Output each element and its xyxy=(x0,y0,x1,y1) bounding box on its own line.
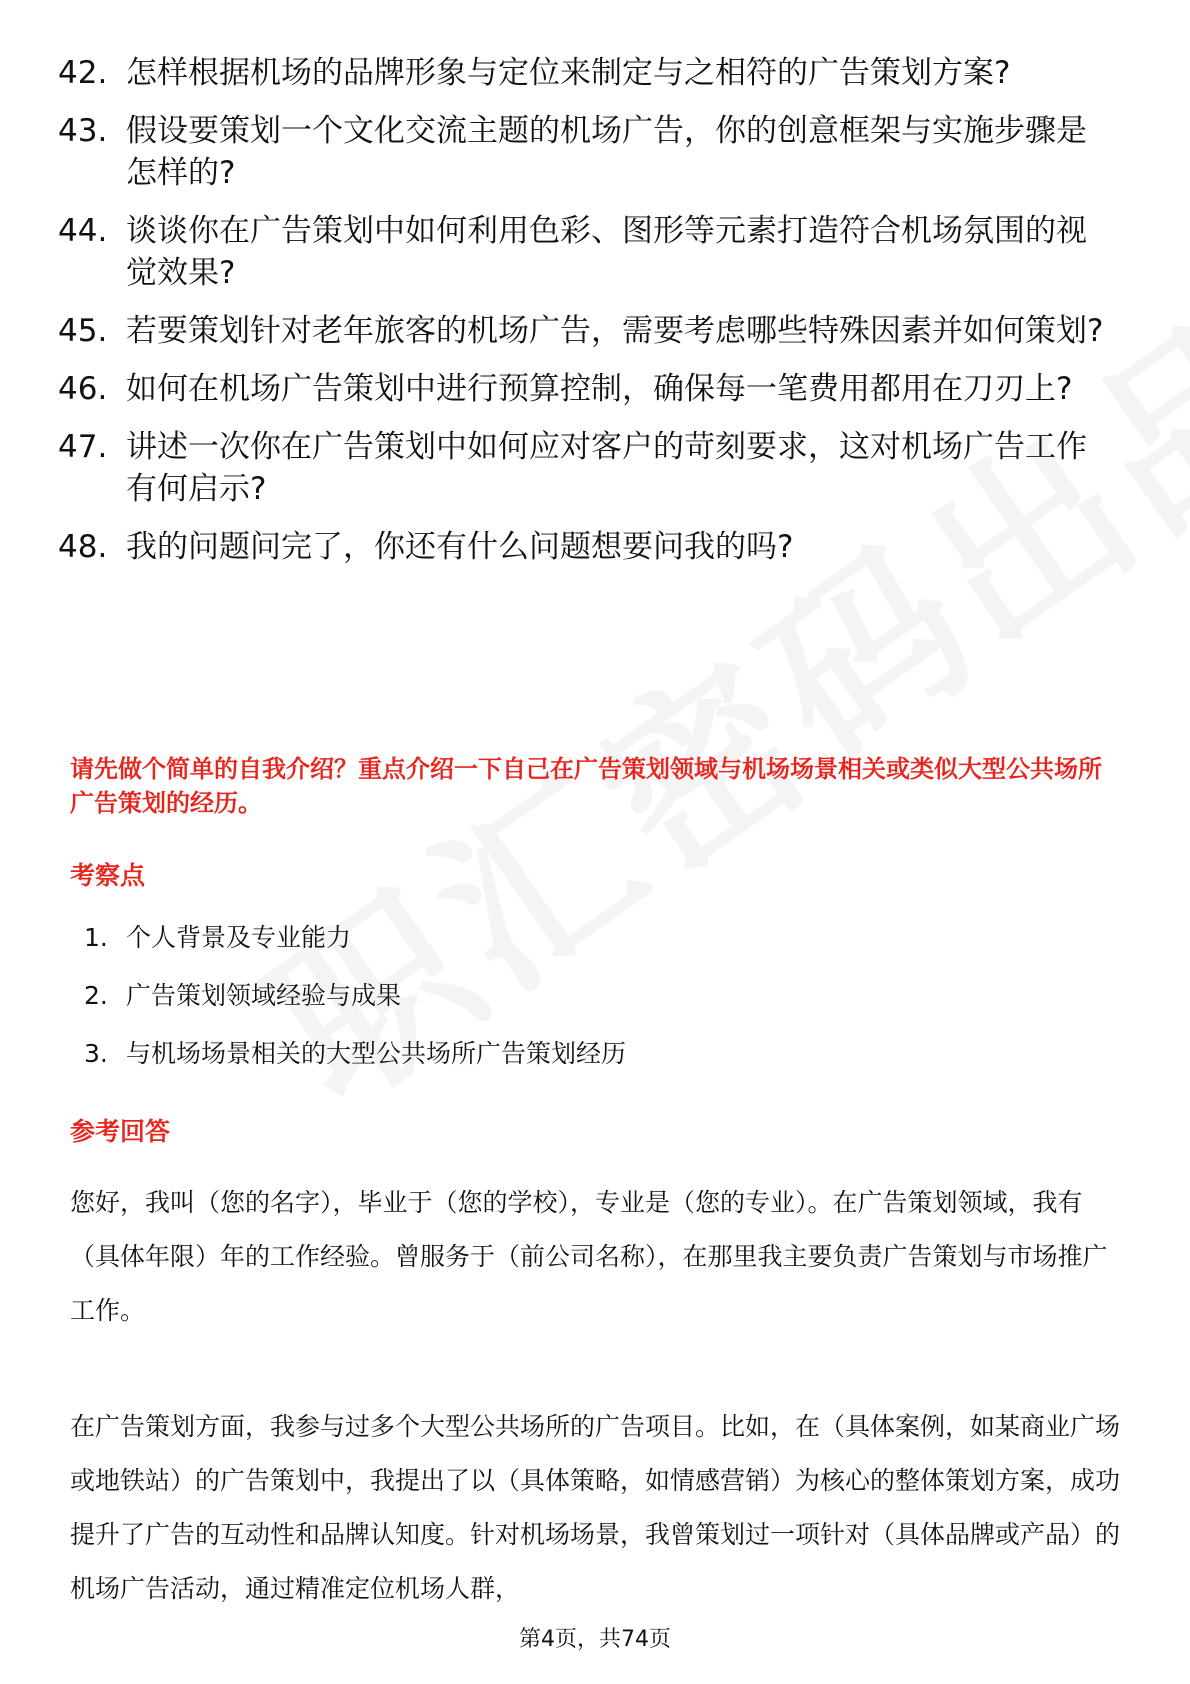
list-item xyxy=(84,1036,1084,1072)
question-item xyxy=(58,310,1118,352)
answer-paragraph: 在广告策划方面，我参与过多个大型公共场所的广告项目。比如，在（具体案例，如某商业广场或地铁站）的广告策划中，我提出了以（具体策略，如情感营销）为核心的整体策划方案，成功提升了广告的互动性和品牌认知度。针对机场场景，我曾策划过一项针对（具体品牌或产品）的机场广告活动，通过精准定位机场人群， xyxy=(70,1412,1121,1603)
question-text: 如何在机场广告策划中进行预算控制，确保每一笔费用都用在刀刃上? xyxy=(126,371,1073,407)
question-number: 42. xyxy=(58,55,108,91)
question-text: 我的问题问完了，你还有什么问题想要问我的吗? xyxy=(126,529,794,565)
question-item xyxy=(58,210,1118,294)
question-text: 假设要策划一个文化交流主题的机场广告，你的创意框架与实施步骤是怎样的? xyxy=(126,113,1087,191)
question-number: 45. xyxy=(58,313,108,349)
list-item xyxy=(84,920,1084,956)
question-item xyxy=(58,526,1118,568)
question-text: 讲述一次你在广告策划中如何应对客户的苛刻要求，这对机场广告工作有何启示? xyxy=(126,429,1087,507)
list-item-text: 与机场场景相关的大型公共场所广告策划经历 xyxy=(126,1039,627,1068)
list-item-text: 广告策划领域经验与成果 xyxy=(126,981,402,1010)
question-item xyxy=(58,52,1118,94)
question-item xyxy=(58,426,1118,510)
question-number: 47. xyxy=(58,429,108,465)
question-item xyxy=(58,368,1118,410)
list-item xyxy=(84,978,1084,1014)
answer-paragraph: 您好，我叫（您的名字），毕业于（您的学校），专业是（您的专业）。在广告策划领域，我有（具体年限）年的工作经验。曾服务于（前公司名称），在那里我主要负责广告策划与市场推广工作。 xyxy=(70,1188,1108,1325)
list-item-text: 个人背景及专业能力 xyxy=(126,923,352,952)
list-item-number: 2. xyxy=(84,981,108,1010)
exam-points-list xyxy=(84,920,1084,1094)
question-item xyxy=(58,110,1118,194)
question-text: 谈谈你在广告策划中如何利用色彩、图形等元素打造符合机场氛围的视觉效果? xyxy=(126,213,1087,291)
question-number: 48. xyxy=(58,529,108,565)
page-footer: 第4页，共74页 xyxy=(519,1627,671,1652)
question-list xyxy=(58,52,1118,584)
question-text: 若要策划针对老年旅客的机场广告，需要考虑哪些特殊因素并如何策划? xyxy=(126,313,1104,349)
exam-points-label: 考察点 xyxy=(70,861,146,890)
reference-answer-label: 参考回答 xyxy=(70,1117,171,1146)
question-number: 44. xyxy=(58,213,108,249)
question-text: 怎样根据机场的品牌形象与定位来制定与之相符的广告策划方案? xyxy=(126,55,1011,91)
question-headline: 请先做个简单的自我介绍？重点介绍一下自己在广告策划领域与机场场景相关或类似大型公共场所广告策划的经历。 xyxy=(70,755,1102,817)
question-number: 43. xyxy=(58,113,108,149)
list-item-number: 1. xyxy=(84,923,108,952)
list-item-number: 3. xyxy=(84,1039,108,1068)
question-number: 46. xyxy=(58,371,108,407)
